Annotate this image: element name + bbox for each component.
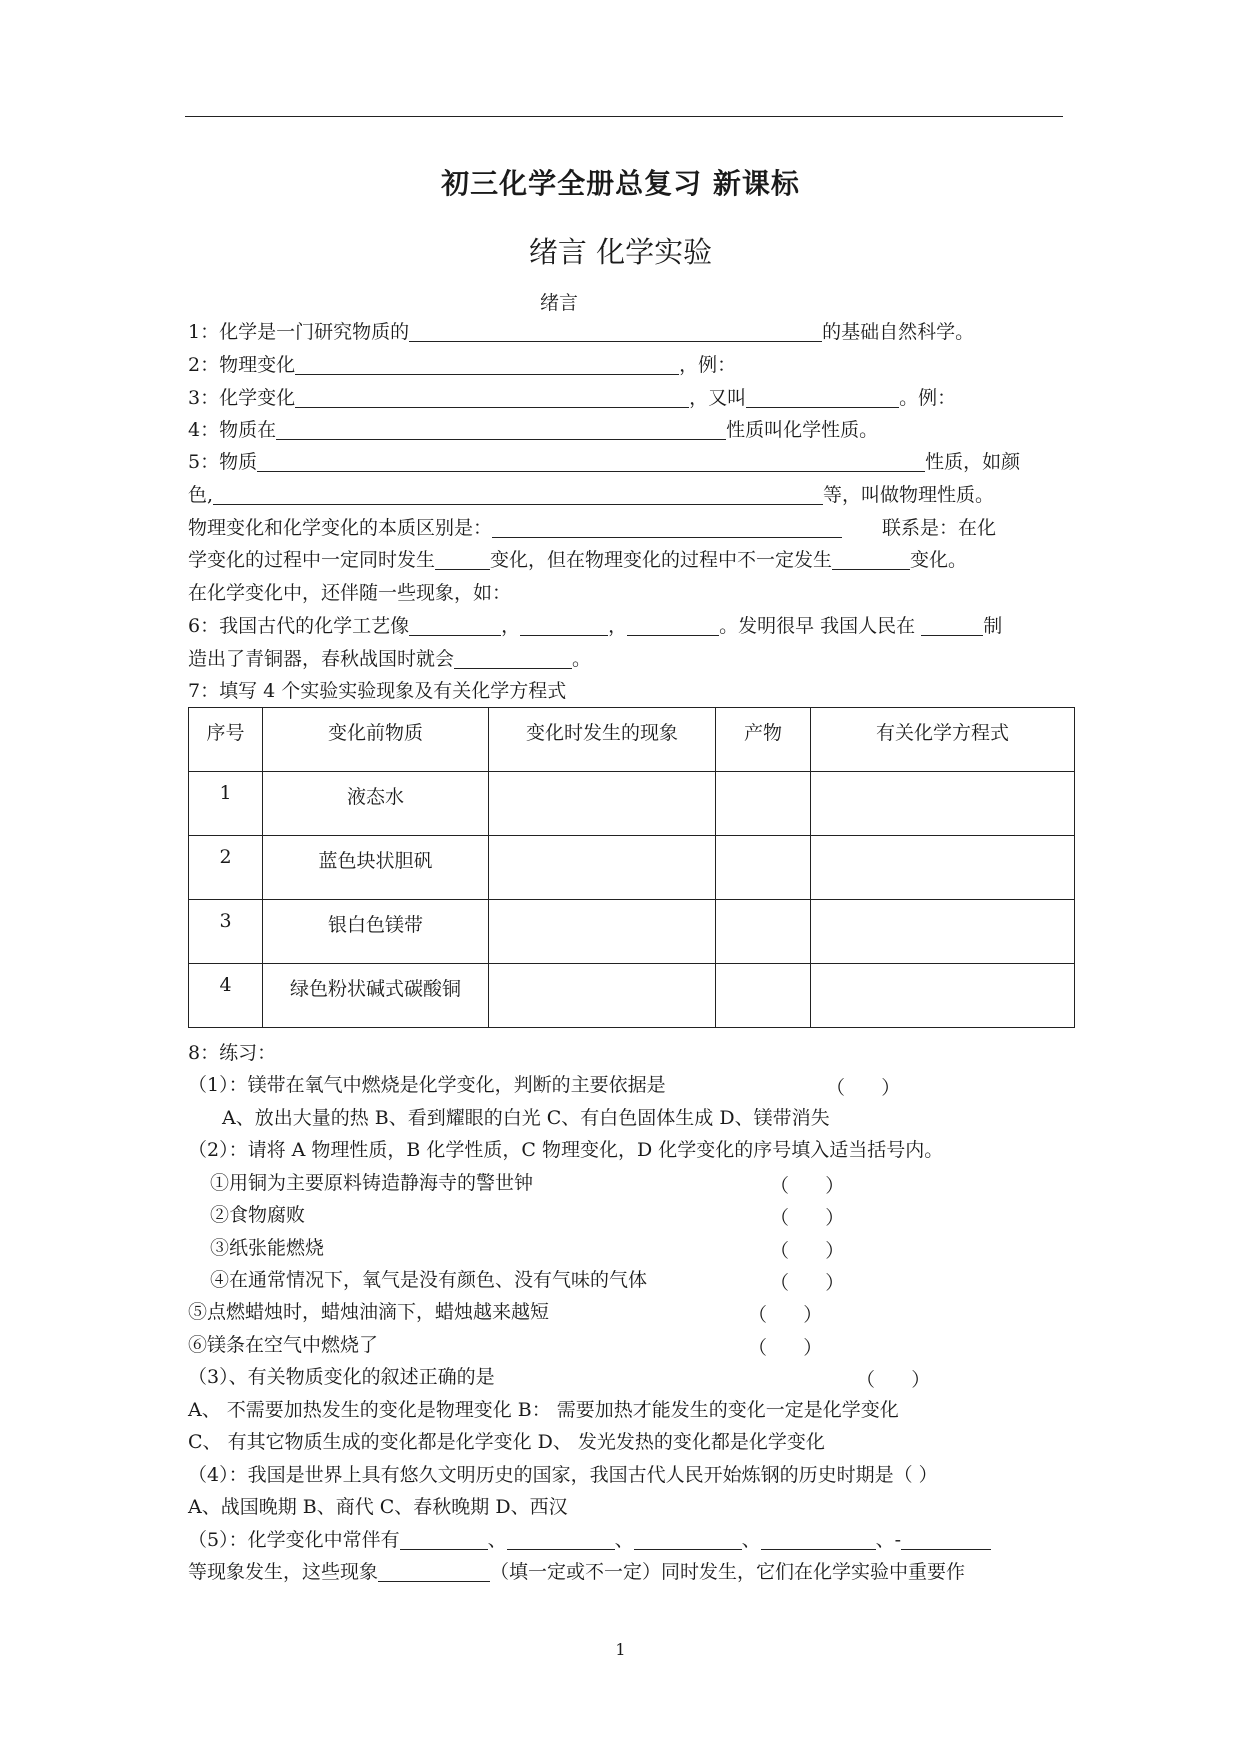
table-header: 序号 [189,708,263,772]
answer-paren[interactable]: （ ） [748,1337,823,1359]
answer-paren[interactable]: （ ） [770,1207,845,1229]
equation-cell[interactable] [811,836,1075,900]
equation-cell[interactable] [811,900,1075,964]
exercise-3-options: A、 不需要加热发生的变化是物理变化 B： 需要加热才能发生的变化一定是化学变化 [188,1399,899,1421]
answer-blank[interactable] [276,419,726,440]
answer-blank[interactable] [409,321,822,342]
answer-blank[interactable] [378,1561,490,1582]
document-title: 初三化学全册总复习 新课标 [441,167,800,200]
equation-cell[interactable] [811,964,1075,1028]
table-header: 产物 [716,708,811,772]
question-1: 1：化学是一门研究物质的 的基础自然科学。 [188,321,975,343]
answer-paren[interactable]: （ ） [770,1240,845,1262]
product-cell[interactable] [716,900,811,964]
answer-paren[interactable]: （ ） [770,1272,845,1294]
question-7: 7：填写 4 个实验实验现象及有关化学方程式 [188,680,567,702]
phenomenon-cell[interactable] [489,900,716,964]
exercise-2-item: ②食物腐败 [210,1204,306,1226]
answer-blank[interactable] [257,451,925,472]
exercise-2-item: ④在通常情况下，氧气是没有颜色、没有气味的气体 [210,1269,648,1291]
answer-blank[interactable] [627,615,719,636]
row-number: 1 [189,772,263,836]
phenomenon-cell[interactable] [489,836,716,900]
substance-cell: 液态水 [263,772,489,836]
row-number: 3 [189,900,263,964]
exercise-5-cont: 等现象发生，这些现象 （填一定或不一定）同时发生，它们在化学实验中重要作 [188,1561,966,1583]
exercise-2-item: ⑤点燃蜡烛时，蜡烛油滴下，蜡烛越来越短 [188,1301,550,1323]
equation-cell[interactable] [811,772,1075,836]
exercise-4-options: A、战国晚期 B、商代 C、春秋晚期 D、西汉 [188,1496,568,1518]
exercise-heading: 8：练习： [188,1042,277,1064]
exercise-2-item: ⑥镁条在空气中燃烧了 [188,1334,379,1356]
answer-blank[interactable] [634,1529,742,1550]
answer-blank[interactable] [400,1529,488,1550]
table-row [189,964,1075,1028]
question-6-cont: 造出了青铜器，春秋战国时就会 。 [188,648,592,670]
answer-blank[interactable] [507,1529,615,1550]
table-header-row [189,708,1075,772]
answer-blank[interactable] [761,1529,876,1550]
exercise-2-item: ③纸张能燃烧 [210,1237,325,1259]
exercise-1-options: A、放出大量的热 B、看到耀眼的白光 C、有白色固体生成 D、镁带消失 [222,1107,830,1129]
answer-paren[interactable]: （ ） [826,1077,901,1099]
answer-blank[interactable] [295,387,689,408]
page-number: 1 [615,1640,626,1659]
answer-blank[interactable] [435,549,490,570]
chapter-title: 绪言 化学实验 [528,235,713,269]
difference-line-1: 物理变化和化学变化的本质区别是： 联系是：在化 [188,517,997,539]
substance-cell: 绿色粉状碱式碳酸铜 [263,964,489,1028]
answer-blank[interactable] [409,615,501,636]
question-2: 2：物理变化 ，例： [188,354,737,376]
section-title: 绪言 [540,292,579,314]
answer-blank[interactable] [454,648,572,669]
row-number: 2 [189,836,263,900]
product-cell[interactable] [716,964,811,1028]
product-cell[interactable] [716,836,811,900]
substance-cell: 银白色镁带 [263,900,489,964]
question-5-cont: 色, 等，叫做物理性质。 [188,484,995,506]
question-6: 6：我国古代的化学工艺像 ， ， 。发明很早 我国人民在 制 [188,615,1003,637]
question-3: 3：化学变化 ，又叫 。例： [188,387,957,409]
difference-line-2: 学变化的过程中一定同时发生 变化，但在物理变化的过程中不一定发生 变化。 [188,549,968,571]
exercise-3-question: （3）、有关物质变化的叙述正确的是 [188,1366,495,1388]
table-header: 变化前物质 [263,708,489,772]
exercise-2-item: ①用铜为主要原料铸造静海寺的警世钟 [210,1172,534,1194]
phenomenon-cell[interactable] [489,964,716,1028]
question-4: 4：物质在 性质叫化学性质。 [188,419,879,441]
table-row [189,900,1075,964]
header-rule [185,116,1063,117]
answer-paren[interactable]: （ ） [770,1175,845,1197]
exercise-3-options: C、 有其它物质生成的变化都是化学变化 D、 发光发热的变化都是化学变化 [188,1431,825,1453]
table-row [189,836,1075,900]
table-row [189,772,1075,836]
answer-blank[interactable] [832,549,910,570]
answer-blank[interactable] [492,517,842,538]
table-header: 有关化学方程式 [811,708,1075,772]
answer-paren[interactable]: （ ） [748,1304,823,1326]
answer-blank[interactable] [746,387,899,408]
answer-blank[interactable] [213,484,823,505]
exercise-2-question: （2）：请将 A 物理性质，B 化学性质，C 物理变化，D 化学变化的序号填入适当括号内。 [188,1139,944,1161]
experiment-table [188,707,1075,1028]
exercise-5-question: （5）：化学变化中常伴有 、 、 、 、- [188,1528,991,1552]
exercise-4-question: （4）：我国是世界上具有悠久文明历史的国家，我国古代人民开始炼钢的历史时期是（ ） [188,1464,938,1486]
answer-blank[interactable] [921,615,983,636]
answer-paren[interactable]: （ ） [856,1369,931,1391]
product-cell[interactable] [716,772,811,836]
answer-blank[interactable] [520,615,608,636]
difference-line-3: 在化学变化中，还伴随一些现象，如： [188,582,512,604]
substance-cell: 蓝色块状胆矾 [263,836,489,900]
answer-blank[interactable] [901,1529,991,1550]
answer-blank[interactable] [295,354,679,375]
exercise-1-question: （1）：镁带在氧气中燃烧是化学变化，判断的主要依据是 [188,1074,666,1096]
table-header: 变化时发生的现象 [489,708,716,772]
phenomenon-cell[interactable] [489,772,716,836]
question-5: 5：物质 性质，如颜 [188,451,1021,473]
row-number: 4 [189,964,263,1028]
